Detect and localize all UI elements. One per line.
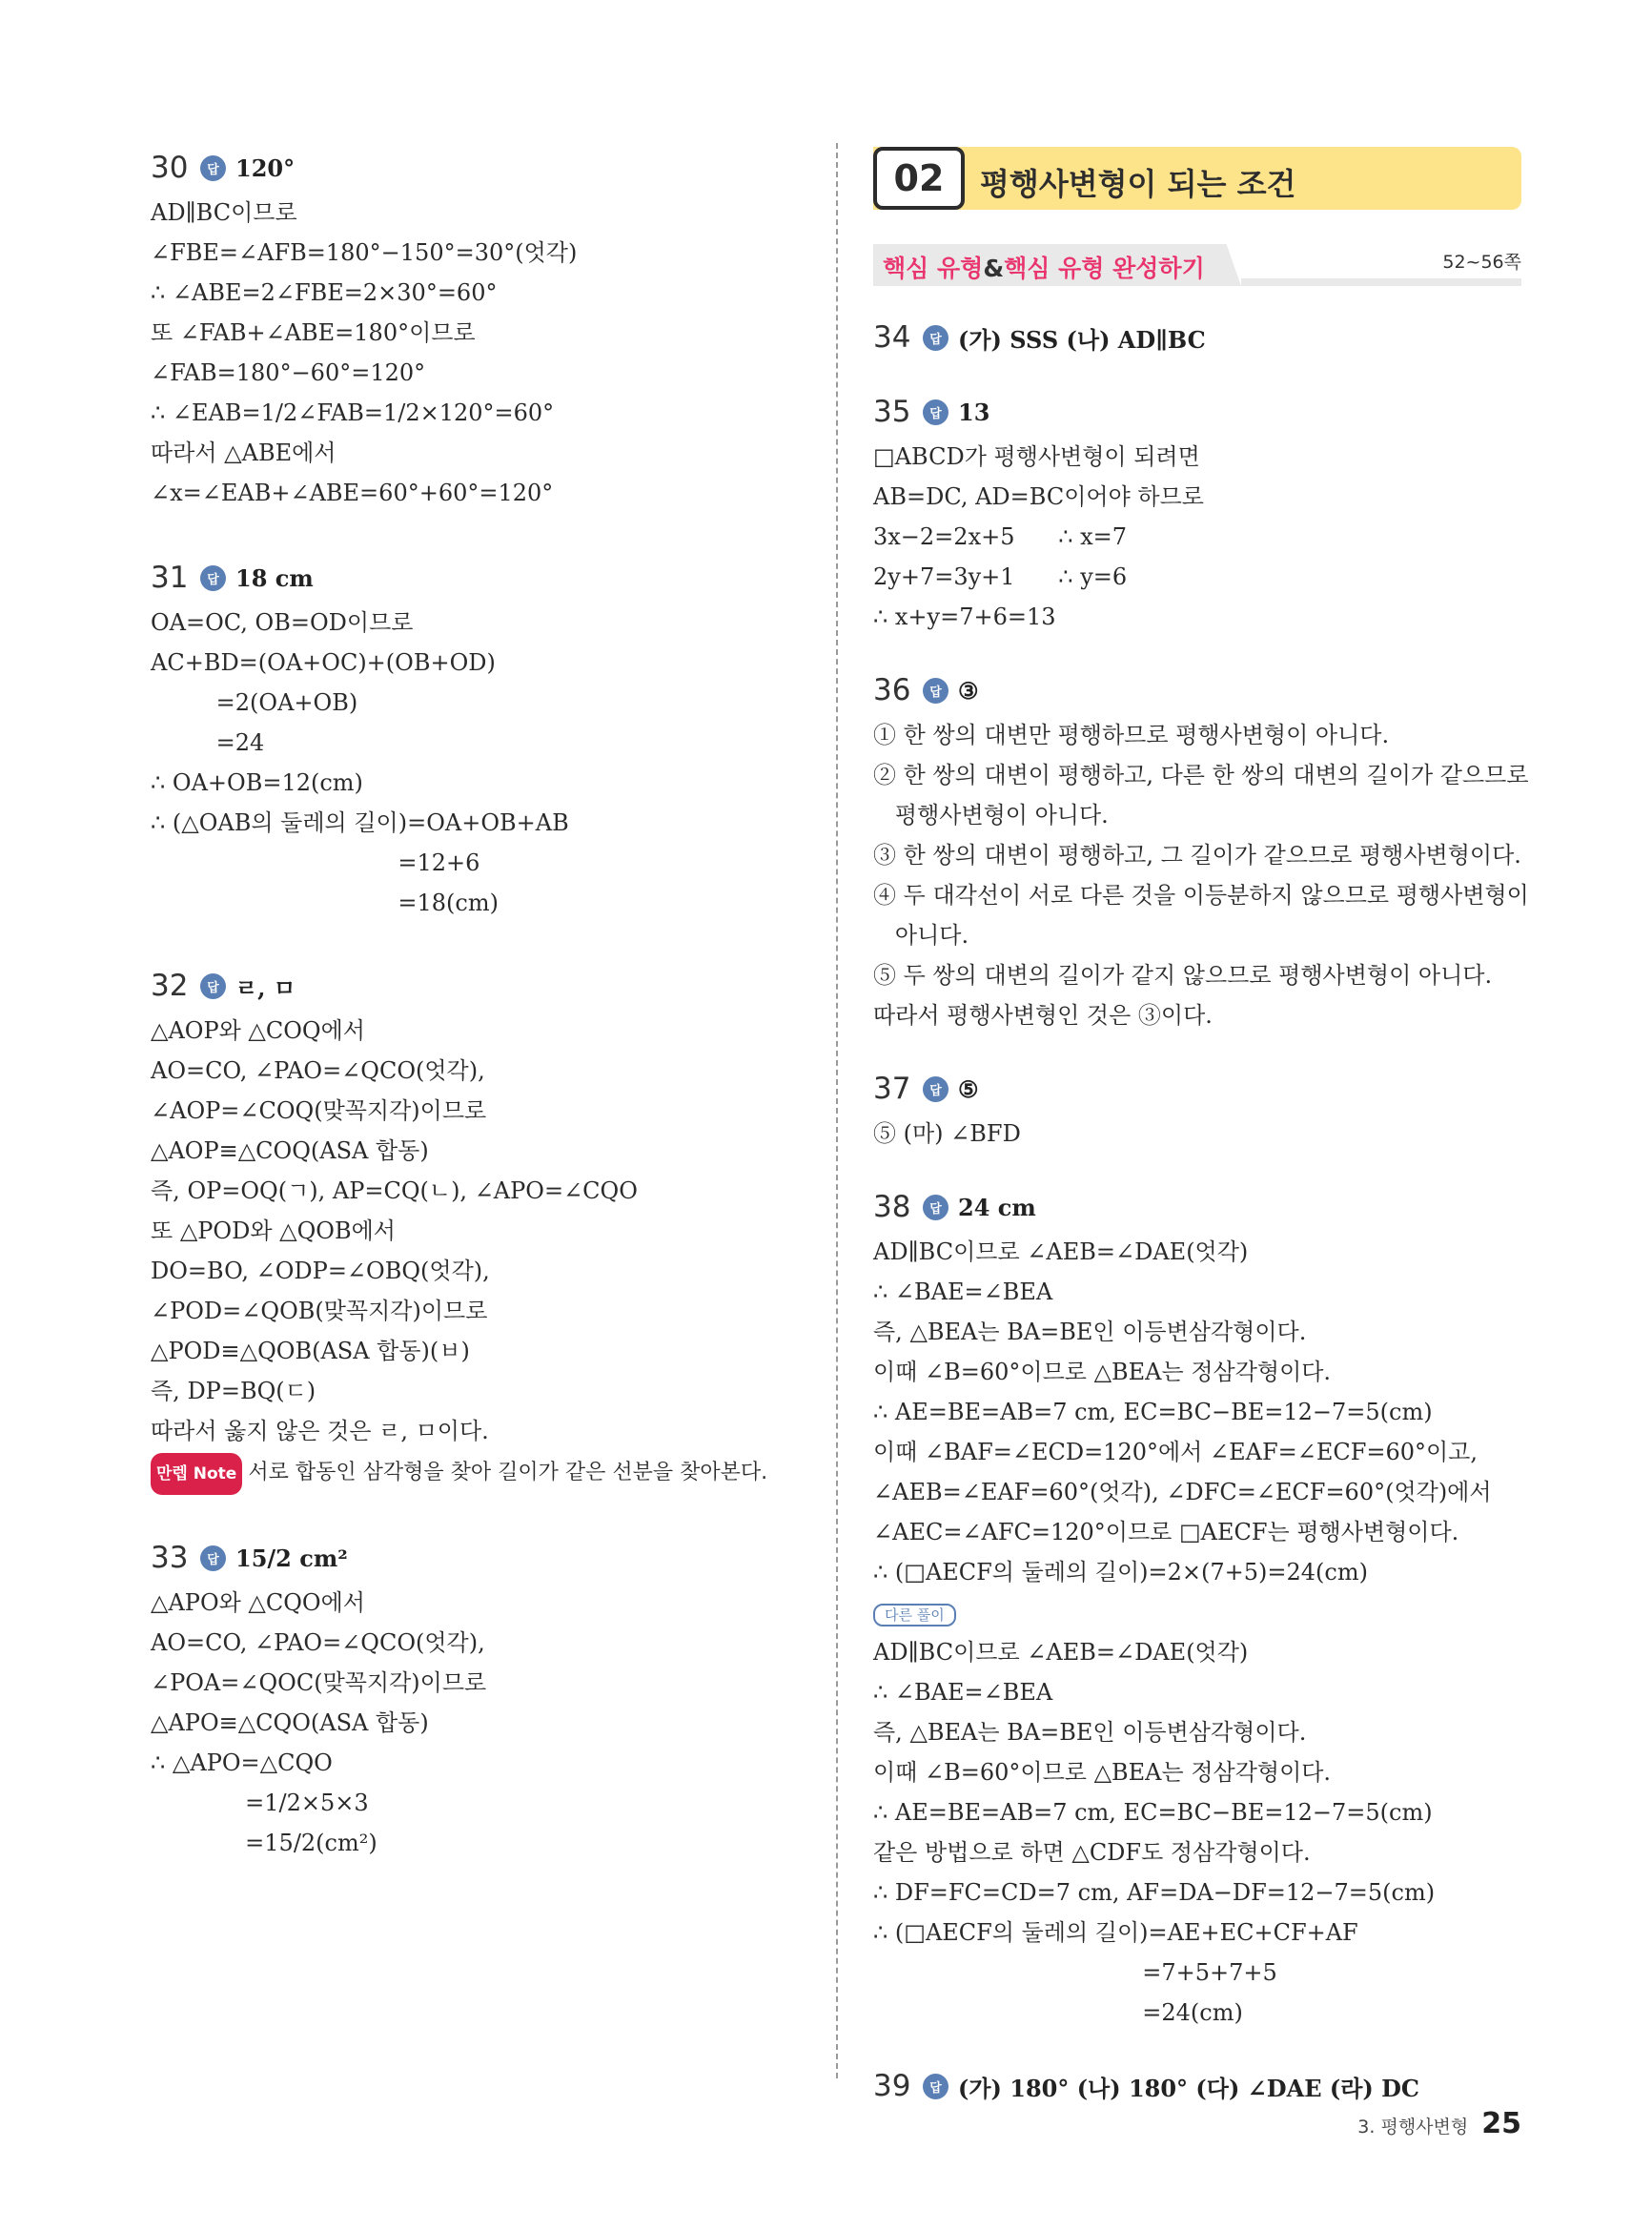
answer-badge-icon: 답 <box>923 678 948 704</box>
problem-30 <box>151 143 818 513</box>
problem-header <box>873 387 1521 437</box>
solution-line: 같은 방법으로 하면 △CDF도 정삼각형이다. <box>873 1839 1311 1866</box>
problem-number: 36 <box>873 673 911 707</box>
problem-34 <box>873 313 1521 362</box>
problem-header <box>873 665 1521 715</box>
problem-header <box>151 961 818 1011</box>
answer-badge-icon: 답 <box>923 1076 948 1102</box>
alt-solution-tag: 다른 풀이 <box>873 1604 956 1626</box>
problem-31 <box>151 553 818 923</box>
solution-line: AD∥BC이므로 ∠AEB=∠DAE(엇각) <box>873 1238 1249 1265</box>
solution-line: ∴ (□AECF의 둘레의 길이)=2×(7+5)=24(cm) <box>873 1559 1368 1586</box>
solution-line: DO=BO, ∠ODP=∠OBQ(엇각), <box>151 1258 490 1284</box>
answer-text: 13 <box>958 398 990 426</box>
section-header <box>873 147 1521 210</box>
solution-line: ② 한 쌍의 대변이 평행하고, 다른 한 쌍의 대변의 길이가 같으므로 <box>873 762 1529 788</box>
solution-line: ∴ (□AECF의 둘레의 길이)=AE+EC+CF+AF <box>873 1919 1358 1946</box>
solution-line: =15/2(cm²) <box>151 1830 377 1856</box>
solution-line: ∴ △APO=△CQO <box>151 1749 333 1776</box>
tip-text: 서로 합동인 삼각형을 찾아 길이가 같은 선분을 찾아본다. <box>248 1461 768 1484</box>
solution-line: 3x−2=2x+5 ∴ x=7 <box>873 523 1128 550</box>
solution-line: 이때 ∠B=60°이므로 △BEA는 정삼각형이다. <box>873 1759 1332 1786</box>
solution-line: =18(cm) <box>151 890 499 916</box>
answer-text: ㄹ, ㅁ <box>235 973 296 1002</box>
solution-line: 즉, △BEA는 BA=BE인 이등변삼각형이다. <box>873 1319 1307 1345</box>
solution-line: ∴ AE=BE=AB=7 cm, EC=BC−BE=12−7=5(cm) <box>873 1399 1433 1425</box>
solution-line: =2(OA+OB) <box>151 689 358 716</box>
page-footer <box>1357 2107 1521 2140</box>
left-column <box>151 143 818 1863</box>
solution-line: =7+5+7+5 <box>873 1959 1277 1986</box>
answer-text: 120° <box>235 153 296 182</box>
solution-line: ∴ ∠EAB=1/2∠FAB=1/2×120°=60° <box>151 399 555 426</box>
problem-header <box>151 143 818 193</box>
solution-line: ∴ ∠BAE=∠BEA <box>873 1279 1053 1305</box>
answer-text: (가) 180° (나) 180° (다) ∠DAE (라) DC <box>958 2074 1420 2102</box>
problem-33 <box>151 1533 818 1863</box>
problem-number: 30 <box>151 151 189 185</box>
problem-number: 33 <box>151 1541 189 1575</box>
solution-line: □ABCD가 평행사변형이 되려면 <box>873 443 1200 470</box>
solution-line: ∠AOP=∠COQ(맞꼭지각)이므로 <box>151 1097 487 1124</box>
problem-38 <box>873 1182 1521 2033</box>
solution-line: ∠POA=∠QOC(맞꼭지각)이므로 <box>151 1669 487 1696</box>
right-column <box>873 313 1529 2111</box>
solution-line: 즉, DP=BQ(ㄷ) <box>151 1378 316 1404</box>
problem-header <box>873 2061 1521 2111</box>
solution-line: AO=CO, ∠PAO=∠QCO(엇각), <box>151 1057 485 1084</box>
problem-header <box>873 1064 1521 1114</box>
solution-line: ∴ OA+OB=12(cm) <box>151 769 363 796</box>
solution-line: ① 한 쌍의 대변만 평행하므로 평행사변형이 아니다. <box>873 722 1390 748</box>
answer-badge-icon: 답 <box>200 1545 226 1571</box>
solution-line: =1/2×5×3 <box>151 1790 369 1816</box>
solution-line: ∠x=∠EAB+∠ABE=60°+60°=120° <box>151 480 554 506</box>
answer-badge-icon: 답 <box>923 1195 948 1220</box>
solution-line: ∴ ∠ABE=2∠FBE=2×30°=60° <box>151 279 498 306</box>
page-number: 25 <box>1481 2107 1521 2140</box>
problem-header <box>151 1533 818 1583</box>
section-number: 02 <box>873 147 965 210</box>
solution-line: △APO≡△CQO(ASA 합동) <box>151 1709 429 1736</box>
answer-text: 15/2 cm² <box>235 1544 348 1572</box>
solution-line: =12+6 <box>151 849 480 876</box>
answer-badge-icon: 답 <box>923 2074 948 2099</box>
solution-line: OA=OC, OB=OD이므로 <box>151 609 414 636</box>
problem-35 <box>873 387 1521 637</box>
answer-text: (가) SSS (나) AD∥BC <box>958 325 1206 354</box>
problem-number: 31 <box>151 561 189 595</box>
answer-text: 18 cm <box>235 563 314 592</box>
solution-line: 따라서 옳지 않은 것은 ㄹ, ㅁ이다. <box>151 1418 489 1444</box>
solution-line: ∴ ∠BAE=∠BEA <box>873 1679 1053 1706</box>
answer-badge-icon: 답 <box>923 399 948 425</box>
solution-line: 평행사변형이 아니다. <box>873 802 1109 829</box>
solution-line: △AOP와 △COQ에서 <box>151 1017 365 1044</box>
solution-line: 또 ∠FAB+∠ABE=180°이므로 <box>151 319 476 346</box>
solution-line: △APO와 △CQO에서 <box>151 1589 365 1616</box>
problem-header <box>873 313 1521 362</box>
problem-37 <box>873 1064 1521 1154</box>
solution-line: 아니다. <box>873 922 969 949</box>
solution-line: 또 △POD와 △QOB에서 <box>151 1217 396 1244</box>
solution-line: ∠FAB=180°−60°=120° <box>151 359 426 386</box>
solution-line: AD∥BC이므로 ∠AEB=∠DAE(엇각) <box>873 1639 1249 1666</box>
solution-line: 이때 ∠BAF=∠ECD=120°에서 ∠EAF=∠ECF=60°이고, <box>873 1439 1478 1465</box>
answer-badge-icon: 답 <box>923 325 948 351</box>
solution-line: ⑤ 두 쌍의 대변의 길이가 같지 않으므로 평행사변형이 아니다. <box>873 962 1493 989</box>
solution-line: ∴ x+y=7+6=13 <box>873 604 1056 630</box>
solution-line: ④ 두 대각선이 서로 다른 것을 이등분하지 않으므로 평행사변형이 <box>873 882 1529 909</box>
problem-36 <box>873 665 1529 1035</box>
solution-line: =24 <box>151 729 265 756</box>
solution-line: ∴ (△OAB의 둘레의 길이)=OA+OB+AB <box>151 809 569 836</box>
solution-line: 즉, OP=OQ(ㄱ), AP=CQ(ㄴ), ∠APO=∠CQO <box>151 1177 638 1204</box>
solution-line: ∴ AE=BE=AB=7 cm, EC=BC−BE=12−7=5(cm) <box>873 1799 1433 1826</box>
subsection-title: 핵심 유형&핵심 유형 완성하기 <box>883 255 1205 282</box>
problem-header <box>151 553 818 603</box>
solution-line: ∴ DF=FC=CD=7 cm, AF=DA−DF=12−7=5(cm) <box>873 1879 1436 1906</box>
solution-line: ∠FBE=∠AFB=180°−150°=30°(엇각) <box>151 239 578 266</box>
section-title: 평행사변형이 되는 조건 <box>980 166 1296 202</box>
problem-number: 35 <box>873 395 911 429</box>
page-range: 52~56쪽 <box>1442 252 1521 273</box>
column-divider <box>836 143 838 2078</box>
answer-text: ③ <box>958 676 979 705</box>
problem-39 <box>873 2061 1521 2111</box>
solution-line: 따라서 △ABE에서 <box>151 440 337 466</box>
answer-badge-icon: 답 <box>200 155 226 181</box>
chapter-label: 3. 평행사변형 <box>1357 2117 1469 2138</box>
problem-32 <box>151 961 818 1491</box>
solution-line: 이때 ∠B=60°이므로 △BEA는 정삼각형이다. <box>873 1359 1332 1385</box>
solution-line: AD∥BC이므로 <box>151 199 297 226</box>
solution-line: △AOP≡△COQ(ASA 합동) <box>151 1137 429 1164</box>
answer-text: 24 cm <box>958 1193 1036 1221</box>
problem-number: 38 <box>873 1190 911 1224</box>
answer-badge-icon: 답 <box>200 565 226 591</box>
solution-line: ③ 한 쌍의 대변이 평행하고, 그 길이가 같으므로 평행사변형이다. <box>873 842 1521 869</box>
solution-line: =24(cm) <box>873 1999 1243 2026</box>
solution-line: ∠AEB=∠EAF=60°(엇각), ∠DFC=∠ECF=60°(엇각)에서 <box>873 1479 1492 1505</box>
solution-line: 즉, △BEA는 BA=BE인 이등변삼각형이다. <box>873 1719 1307 1746</box>
solution-line: 따라서 평행사변형인 것은 ③이다. <box>873 1002 1213 1029</box>
solution-line: △POD≡△QOB(ASA 합동)(ㅂ) <box>151 1338 470 1364</box>
answer-text: ⑤ <box>958 1074 979 1103</box>
problem-number: 34 <box>873 320 911 355</box>
answer-badge-icon: 답 <box>200 973 226 999</box>
subsection-band <box>873 244 1521 290</box>
solution-line: 2y+7=3y+1 ∴ y=6 <box>873 563 1128 590</box>
problem-number: 37 <box>873 1072 911 1106</box>
solution-line: AC+BD=(OA+OC)+(OB+OD) <box>151 649 496 676</box>
solution-line: ∠POD=∠QOB(맞꼭지각)이므로 <box>151 1298 488 1324</box>
solution-line: AO=CO, ∠PAO=∠QCO(엇각), <box>151 1629 485 1656</box>
solution-line: AB=DC, AD=BC이어야 하므로 <box>873 483 1204 510</box>
problem-number: 32 <box>151 969 189 1003</box>
solution-line: ∠AEC=∠AFC=120°이므로 □AECF는 평행사변형이다. <box>873 1519 1459 1545</box>
tip-line <box>151 1451 818 1491</box>
problem-number: 39 <box>873 2069 911 2103</box>
tip-badge: 만렙 Note <box>151 1453 242 1495</box>
alt-solution-label <box>873 1592 1521 1632</box>
solution-line: ⑤ (마) ∠BFD <box>873 1120 1021 1147</box>
problem-header <box>873 1182 1521 1232</box>
